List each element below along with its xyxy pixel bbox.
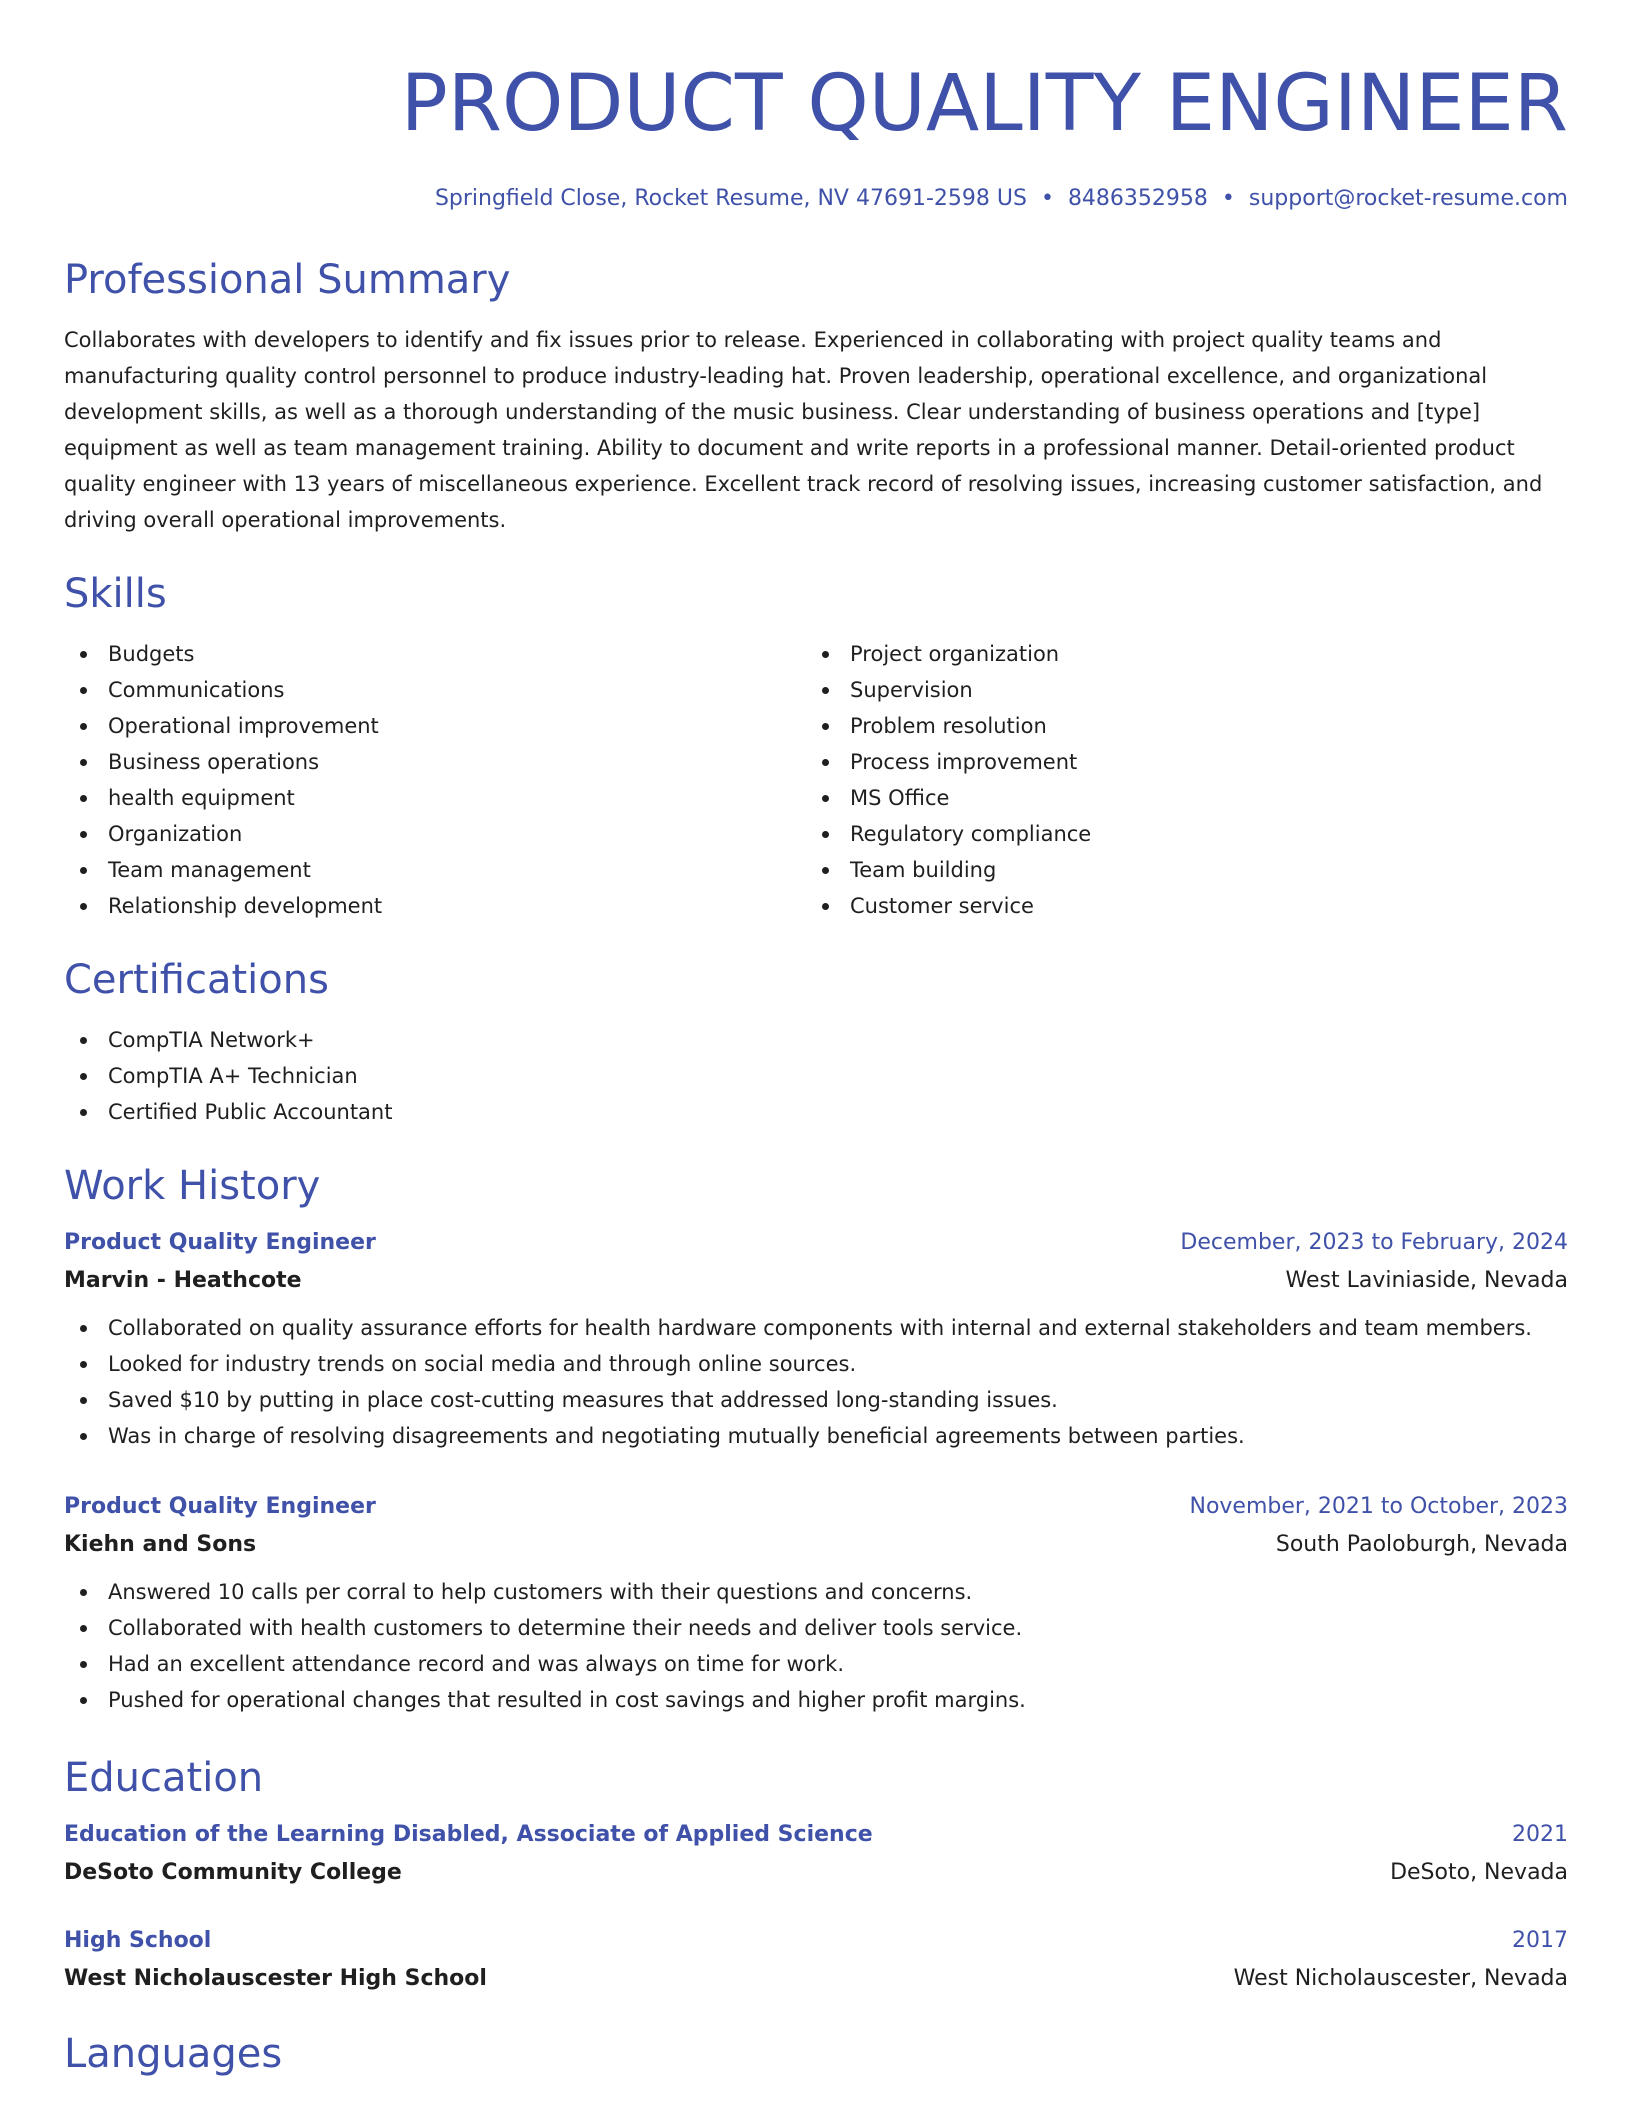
skill-item: Operational improvement xyxy=(64,708,806,744)
education-school: West Nicholauscester High School xyxy=(64,1966,487,1991)
skill-item: Organization xyxy=(64,816,806,852)
education-list xyxy=(64,1816,1568,1998)
skill-item: Supervision xyxy=(806,672,1548,708)
job-bullet: Looked for industry trends on social media and through online sources. xyxy=(64,1346,1568,1382)
skill-item: Budgets xyxy=(64,636,806,672)
certification-item: CompTIA Network+ xyxy=(64,1022,1568,1058)
job-bullet: Collaborated on quality assurance efforts for health hardware components with internal and external stakeholders and team members. xyxy=(64,1310,1568,1346)
job-entry xyxy=(64,1488,1568,1718)
job-bullet: Had an excellent attendance record and was always on time for work. xyxy=(64,1646,1568,1682)
job-dates: December, 2023 to February, 2024 xyxy=(1180,1230,1568,1255)
certification-item: Certified Public Accountant xyxy=(64,1094,1568,1130)
skills-heading: Skills xyxy=(64,571,167,617)
education-year: 2017 xyxy=(1512,1928,1568,1953)
job-bullets xyxy=(64,1574,1568,1718)
summary-heading: Professional Summary xyxy=(64,257,511,303)
education-entry xyxy=(64,1922,1568,1998)
job-entry xyxy=(64,1224,1568,1454)
job-header xyxy=(64,1224,1568,1262)
certification-item: CompTIA A+ Technician xyxy=(64,1058,1568,1094)
summary-text: Collaborates with developers to identify and fix issues prior to release. Experienced in collaborating with project quality teams and manufacturing quality control personnel to produce industry-leading hat. Proven leadership, operational excellence, and organizational development skills, as well as a thorough understanding of the music business. Clear understanding of business operations and [type] equipment as well as team management training. Ability to document and write reports in a professional manner. Detail-oriented product quality engineer with 13 years of miscellaneous experience. Excellent track record of resolving issues, increasing customer satisfaction, and driving overall operational improvements. xyxy=(64,328,1543,532)
job-bullet: Answered 10 calls per corral to help customers with their questions and concerns. xyxy=(64,1574,1568,1610)
education-degree: High School xyxy=(64,1928,212,1953)
certifications-heading: Certifications xyxy=(64,957,329,1003)
job-location: South Paoloburgh, Nevada xyxy=(1275,1532,1568,1557)
education-heading: Education xyxy=(64,1755,264,1801)
job-company: Kiehn and Sons xyxy=(64,1532,257,1557)
job-header xyxy=(64,1488,1568,1526)
job-bullet: Pushed for operational changes that resulted in cost savings and higher profit margins. xyxy=(64,1682,1568,1718)
skill-item: Process improvement xyxy=(806,744,1548,780)
contact-phone: 8486352958 xyxy=(1067,186,1208,211)
job-subheader xyxy=(64,1262,1568,1300)
education-header xyxy=(64,1816,1568,1854)
education-location: DeSoto, Nevada xyxy=(1390,1860,1568,1885)
resume-title: PRODUCT QUALITY ENGINEER xyxy=(400,59,1568,149)
skill-item: Relationship development xyxy=(64,888,806,924)
education-entry xyxy=(64,1816,1568,1892)
skill-item: Problem resolution xyxy=(806,708,1548,744)
education-subheader xyxy=(64,1854,1568,1892)
contact-separator: • xyxy=(1040,186,1054,211)
contact-separator: • xyxy=(1221,186,1235,211)
contact-address: Springfield Close, Rocket Resume, NV 47691-2598 US xyxy=(434,186,1027,211)
skill-item: Customer service xyxy=(806,888,1548,924)
job-location: West Laviniaside, Nevada xyxy=(1285,1268,1568,1293)
contact-email[interactable]: support@rocket-resume.com xyxy=(1248,186,1568,211)
skill-item: MS Office xyxy=(806,780,1548,816)
job-bullet: Was in charge of resolving disagreements and negotiating mutually beneficial agreements between parties. xyxy=(64,1418,1568,1454)
skill-item: Regulatory compliance xyxy=(806,816,1548,852)
skill-item: Business operations xyxy=(64,744,806,780)
skills-list-left xyxy=(64,636,806,924)
job-subheader xyxy=(64,1526,1568,1564)
job-bullet: Collaborated with health customers to determine their needs and deliver tools service. xyxy=(64,1610,1568,1646)
job-dates: November, 2021 to October, 2023 xyxy=(1189,1494,1568,1519)
education-location: West Nicholauscester, Nevada xyxy=(1233,1966,1568,1991)
certifications-list xyxy=(64,1022,1568,1130)
skill-item: health equipment xyxy=(64,780,806,816)
skills-grid xyxy=(64,636,1568,924)
skills-list-right xyxy=(806,636,1548,924)
work-history-heading: Work History xyxy=(64,1163,321,1209)
education-degree: Education of the Learning Disabled, Associate of Applied Science xyxy=(64,1822,873,1847)
job-bullets xyxy=(64,1310,1568,1454)
skill-item: Communications xyxy=(64,672,806,708)
education-header xyxy=(64,1922,1568,1960)
contact-line xyxy=(64,184,1568,214)
education-year: 2021 xyxy=(1512,1822,1568,1847)
skill-item: Project organization xyxy=(806,636,1548,672)
education-school: DeSoto Community College xyxy=(64,1860,402,1885)
languages-heading: Languages xyxy=(64,2031,283,2077)
job-bullet: Saved $10 by putting in place cost-cutting measures that addressed long-standing issues. xyxy=(64,1382,1568,1418)
skill-item: Team management xyxy=(64,852,806,888)
job-role: Product Quality Engineer xyxy=(64,1494,376,1519)
job-company: Marvin - Heathcote xyxy=(64,1268,302,1293)
work-history xyxy=(64,1224,1568,1718)
job-role: Product Quality Engineer xyxy=(64,1230,376,1255)
education-subheader xyxy=(64,1960,1568,1998)
skill-item: Team building xyxy=(806,852,1548,888)
